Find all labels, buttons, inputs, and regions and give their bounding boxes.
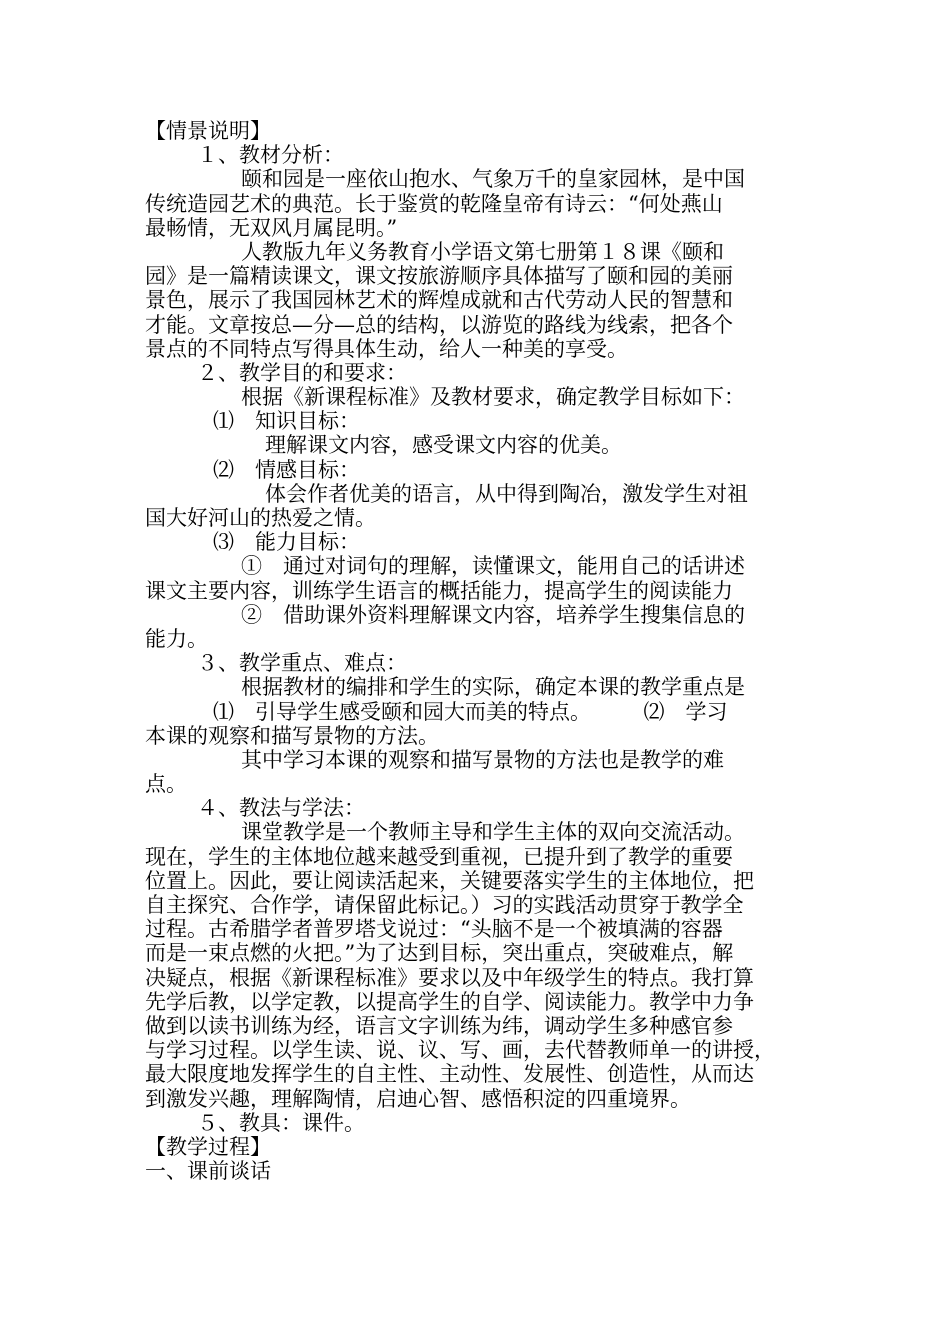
text-line: ４、教法与学法： (197, 796, 365, 821)
text-line: 本课的观察和描写景物的方法。 (145, 723, 439, 748)
text-line: 点。 (145, 772, 187, 797)
text-line: 课文主要内容，训练学生语言的概括能力，提高学生的阅读能力 (145, 578, 733, 603)
text-line: 而是一束点燃的火把。”为了达到目标，突出重点，突破难点，解 (145, 941, 734, 966)
text-line: 国大好河山的热爱之情。 (145, 506, 376, 530)
text-line: 决疑点，根据《新课程标准》要求以及中年级学生的特点。我打算 (145, 965, 754, 990)
text-line: 其中学习本课的观察和描写景物的方法也是教学的难 (241, 747, 724, 772)
text-line: ３、教学重点、难点： (197, 651, 407, 676)
text-line: ⑴ 知识目标： (213, 409, 360, 434)
text-line: ① 通过对词句的理解，读懂课文，能用自己的话讲述 (241, 554, 745, 579)
document-body (145, 119, 810, 1183)
text-line: 园》是一篇精读课文，课文按旅游顺序具体描写了颐和园的美丽 (145, 264, 733, 289)
text-line: 理解课文内容，感受课文内容的优美。 (265, 433, 622, 458)
text-line: 能力。 (145, 626, 208, 651)
text-line: 最大限度地发挥学生的自主性、主动性、发展性、创造性，从而达 (145, 1062, 754, 1087)
text-line: 传统造园艺术的典范。长于鉴赏的乾隆皇帝有诗云：“何处燕山 (145, 191, 723, 216)
text-line: 才能。文章按总—分—总的结构，以游览的路线为线索，把各个 (145, 312, 733, 337)
text-line: 现在，学生的主体地位越来越受到重视，已提升到了教学的重要 (145, 844, 733, 869)
text-line: 根据《新课程标准》及教材要求，确定教学目标如下： (241, 385, 745, 410)
text-line: 做到以读书训练为经，语言文字训练为纬，调动学生多种感官参 (145, 1013, 733, 1038)
text-line: 先学后教，以学定教，以提高学生的自学、阅读能力。教学中力争 (145, 989, 754, 1014)
text-line: ５、教具：课件。 (197, 1110, 365, 1135)
text-line: １、教材分析： (197, 143, 344, 168)
text-line: ② 借助课外资料理解课文内容，培养学生搜集信息的 (241, 602, 745, 627)
text-line: 过程。古希腊学者普罗塔戈说过：“头脑不是一个被填满的容器 (145, 917, 723, 942)
text-line: 【教学过程】 (145, 1134, 271, 1159)
text-line: 自主探究、合作学，请保留此标记。）习的实践活动贯穿于教学全 (145, 893, 744, 917)
text-line: 课堂教学是一个教师主导和学生主体的双向交流活动。 (241, 820, 745, 845)
text-line: ２、教学目的和要求： (197, 360, 407, 385)
text-line: 人教版九年义务教育小学语文第七册第１８课《颐和 (241, 239, 724, 264)
text-line: 根据教材的编排和学生的实际，确定本课的教学重点是 (241, 675, 745, 700)
text-line: 一、课前谈话 (145, 1159, 271, 1184)
text-line: 位置上。因此，要让阅读活起来，关键要落实学生的主体地位，把 (145, 868, 754, 893)
text-line: 到激发兴趣，理解陶情，启迪心智、感悟积淀的四重境界。 (145, 1086, 691, 1111)
text-line: 与学习过程。以学生读、说、议、写、画，去代替教师单一的讲授， (145, 1038, 775, 1063)
text-line: ⑶ 能力目标： (213, 530, 360, 555)
text-line: 最畅情，无双风月属昆明。” (145, 215, 398, 240)
text-line: 景色，展示了我国园林艺术的辉煌成就和古代劳动人民的智慧和 (145, 288, 733, 313)
text-line: 颐和园是一座依山抱水、气象万千的皇家园林，是中国 (241, 167, 745, 192)
text-line: 【情景说明】 (145, 119, 271, 143)
text-line: ⑴ 引导学生感受颐和园大而美的特点。 ⑵ 学习 (213, 699, 728, 724)
text-line: 体会作者优美的语言，从中得到陶冶，激发学生对祖 (265, 481, 748, 506)
text-line: 景点的不同特点写得具体生动，给人一种美的享受。 (145, 336, 628, 361)
text-line: ⑵ 情感目标： (213, 457, 360, 482)
